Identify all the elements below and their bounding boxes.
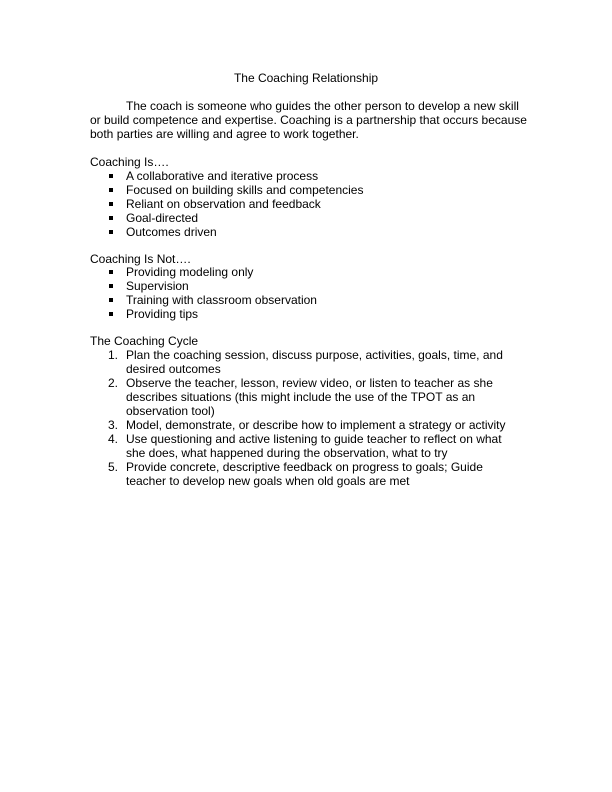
step-number: 4. <box>108 432 119 446</box>
bullet-square-icon <box>109 202 113 206</box>
step-number: 2. <box>108 376 119 390</box>
coaching-is-not-heading: Coaching Is Not…. <box>90 252 191 266</box>
list-item <box>90 376 516 418</box>
list-item: Supervision <box>90 279 530 293</box>
step-number: 1. <box>108 348 119 362</box>
list-item: Training with classroom observation <box>90 293 530 307</box>
coaching-is-list <box>90 169 530 239</box>
list-item: Reliant on observation and feedback <box>90 197 530 211</box>
bullet-square-icon <box>109 216 113 220</box>
coaching-cycle-heading: The Coaching Cycle <box>90 334 199 348</box>
list-item <box>90 348 516 376</box>
coaching-is-heading: Coaching Is…. <box>90 155 169 169</box>
step-text: Use questioning and active listening to guide teacher to reflect on what she does, what happened during the observation, what to try <box>126 432 502 460</box>
step-text: Provide concrete, descriptive feedback on progress to goals; Guide teacher to develop new goals when old goals are met <box>126 460 483 488</box>
bullet-square-icon <box>109 270 113 274</box>
bullet-square-icon <box>109 230 113 234</box>
step-text: Observe the teacher, lesson, review video, or listen to teacher as she describes situations (this might include the use of the TPOT as an observation tool) <box>126 376 493 418</box>
list-item <box>90 460 516 488</box>
step-number: 3. <box>108 418 119 432</box>
bullet-square-icon <box>109 298 113 302</box>
coaching-is-not-list <box>90 265 530 321</box>
list-item: Providing tips <box>90 307 530 321</box>
step-text: Plan the coaching session, discuss purpose, activities, goals, time, and desired outcomes <box>126 348 503 376</box>
intro-paragraph <box>90 99 530 141</box>
bullet-square-icon <box>109 284 113 288</box>
list-item: A collaborative and iterative process <box>90 169 530 183</box>
coaching-cycle-list <box>90 348 530 488</box>
bullet-square-icon <box>109 312 113 316</box>
list-item <box>90 432 516 460</box>
page-title: The Coaching Relationship <box>233 71 379 85</box>
intro-text: The coach is someone who guides the other person to develop a new skill or build competence and expertise. Coaching is a partnership that occurs because both parties are willing and agree to work together. <box>90 99 527 141</box>
step-number: 5. <box>108 460 119 474</box>
list-item <box>90 418 516 432</box>
bullet-square-icon <box>109 174 113 178</box>
bullet-square-icon <box>109 188 113 192</box>
list-item: Focused on building skills and competencies <box>90 183 530 197</box>
step-text: Model, demonstrate, or describe how to implement a strategy or activity <box>126 418 506 432</box>
list-item: Goal-directed <box>90 211 530 225</box>
list-item: Providing modeling only <box>90 265 530 279</box>
list-item: Outcomes driven <box>90 225 530 239</box>
